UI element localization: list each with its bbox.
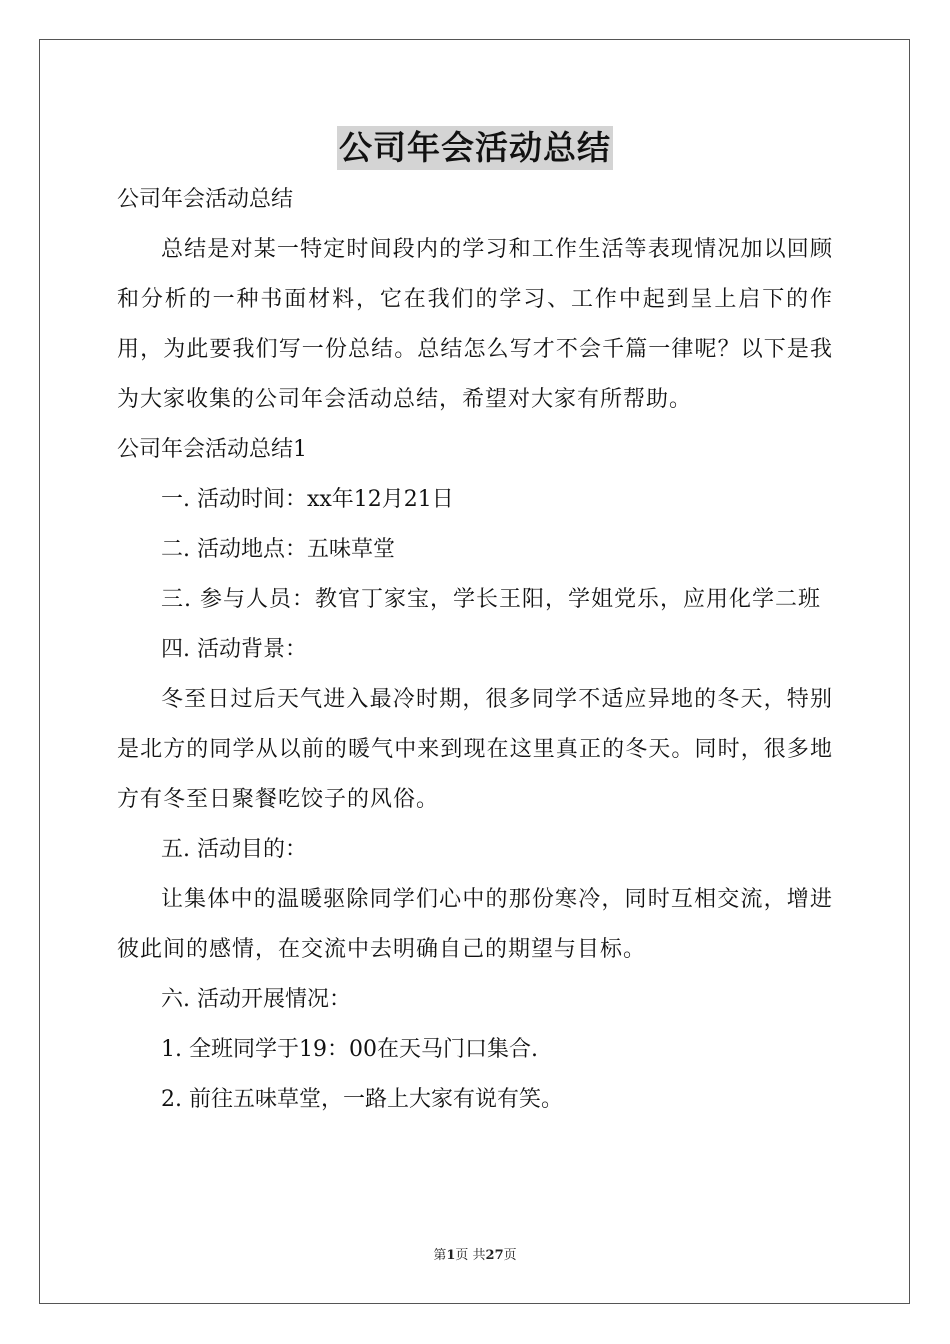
purpose-heading: 五. 活动目的： bbox=[161, 837, 307, 862]
document-subtitle: 公司年会活动总结 bbox=[117, 187, 294, 212]
footer-page-total: 27 bbox=[485, 1248, 504, 1263]
document-title: 公司年会活动总结 bbox=[337, 126, 613, 170]
footer-prefix: 第 bbox=[433, 1248, 447, 1263]
progress-step-1: 1. 全班同学于19：00在天马门口集合. bbox=[161, 1037, 538, 1062]
footer-page-current: 1 bbox=[446, 1248, 456, 1263]
background-heading: 四. 活动背景： bbox=[161, 637, 307, 662]
progress-heading: 六. 活动开展情况： bbox=[161, 987, 351, 1012]
progress-step-2: 2. 前往五味草堂，一路上大家有说有笑。 bbox=[161, 1087, 563, 1112]
title-container bbox=[0, 126, 950, 170]
item-time: 一. 活动时间：xx年12月21日 bbox=[161, 487, 454, 512]
page-footer bbox=[0, 1246, 950, 1266]
item-place: 二. 活动地点：五味草堂 bbox=[161, 537, 395, 562]
section-heading: 公司年会活动总结1 bbox=[117, 437, 307, 462]
footer-suffix: 页 bbox=[503, 1248, 517, 1263]
purpose-paragraph: 让集体中的温暖驱除同学们心中的那份寒冷，同时互相交流，增进彼此间的感情，在交流中去明确自己的期望与目标。 bbox=[117, 887, 833, 962]
background-paragraph: 冬至日过后天气进入最冷时期，很多同学不适应异地的冬天，特别是北方的同学从以前的暖气中来到现在这里真正的冬天。同时，很多地方有冬至日聚餐吃饺子的风俗。 bbox=[117, 687, 833, 812]
item-people: 三. 参与人员：教官丁家宝，学长王阳，学姐党乐，应用化学二班 bbox=[161, 587, 821, 612]
document-body bbox=[117, 175, 833, 1125]
intro-paragraph: 总结是对某一特定时间段内的学习和工作生活等表现情况加以回顾和分析的一种书面材料，它在我们的学习、工作中起到呈上启下的作用，为此要我们写一份总结。总结怎么写才不会千篇一律呢？以下是我为大家收集的公司年会活动总结，希望对大家有所帮助。 bbox=[117, 237, 833, 412]
footer-mid: 页 共 bbox=[455, 1248, 486, 1263]
